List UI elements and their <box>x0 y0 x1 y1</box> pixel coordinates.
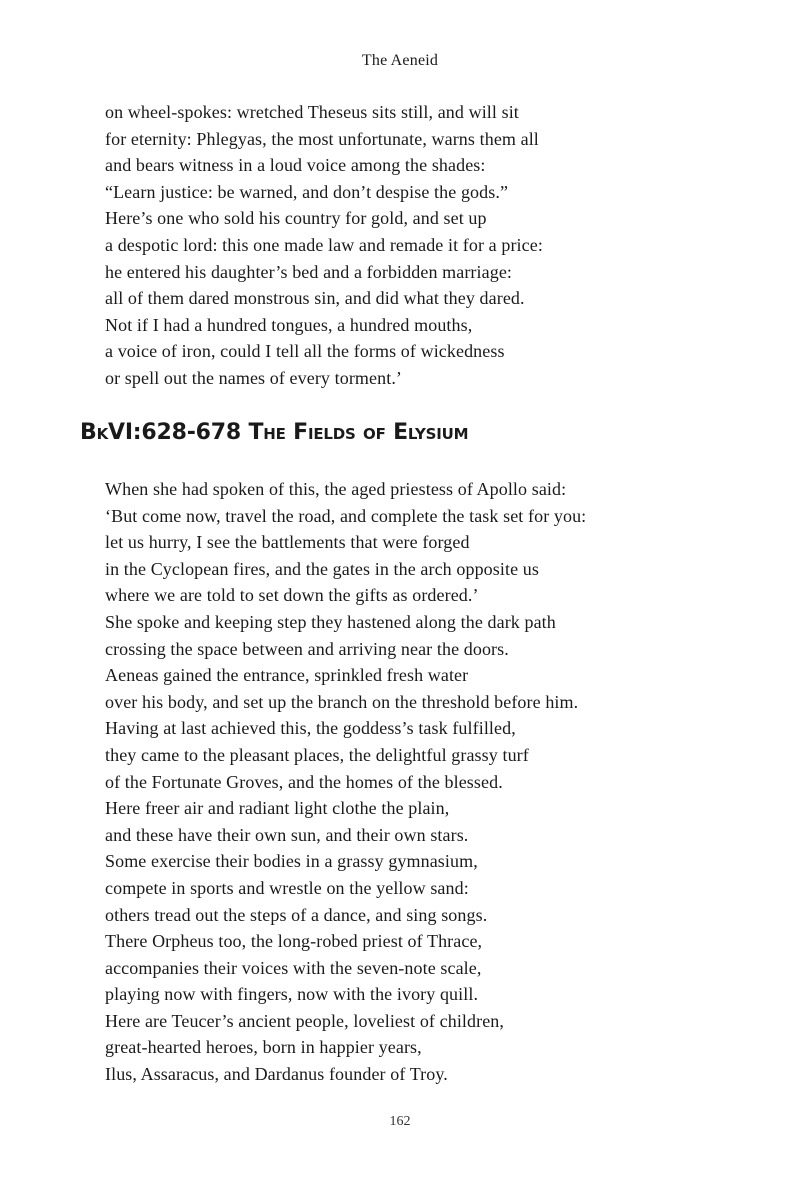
verse-line: playing now with fingers, now with the ivory quill. <box>105 984 479 1005</box>
verse-line: over his body, and set up the branch on the threshold before him. <box>105 691 579 712</box>
verse-line: in the Cyclopean fires, and the gates in the arch opposite us <box>105 558 539 579</box>
verse-line: of the Fortunate Groves, and the homes of the blessed. <box>105 771 503 792</box>
verse-line: Ilus, Assaracus, and Dardanus founder of Troy. <box>105 1064 448 1085</box>
page-number: 162 <box>389 1114 411 1129</box>
verse-line: compete in sports and wrestle on the yellow sand: <box>105 877 469 898</box>
verse-line: and bears witness in a loud voice among the shades: <box>105 155 486 176</box>
verse-line: all of them dared monstrous sin, and did what they dared. <box>105 288 525 309</box>
verse-line: Aeneas gained the entrance, sprinkled fresh water <box>105 665 469 686</box>
verse-line: on wheel-spokes: wretched Theseus sits still, and will sit <box>105 102 519 122</box>
verse-line: they came to the pleasant places, the delightful grassy turf <box>105 744 529 765</box>
verse-line: Here freer air and radiant light clothe the plain, <box>105 798 450 819</box>
verse-line: let us hurry, I see the battlements that were forged <box>105 532 470 553</box>
verse-line: and these have their own sun, and their own stars. <box>105 824 469 845</box>
verse-line: Having at last achieved this, the goddess’s task fulfilled, <box>105 718 516 739</box>
verse-line: accompanies their voices with the seven-note scale, <box>105 957 482 978</box>
section-title: The Fields of Elysium <box>248 420 469 445</box>
verse-line: Not if I had a hundred tongues, a hundred mouths, <box>105 314 473 335</box>
verse-line: great-hearted heroes, born in happier years, <box>105 1037 422 1058</box>
verse-line: crossing the space between and arriving near the doors. <box>105 638 509 659</box>
section-heading <box>80 420 468 445</box>
verse-line: Some exercise their bodies in a grassy gymnasium, <box>105 851 478 872</box>
verse-line: Here’s one who sold his country for gold, and set up <box>105 208 487 229</box>
verse-line: for eternity: Phlegyas, the most unfortunate, warns them all <box>105 128 539 149</box>
verse-line: When she had spoken of this, the aged priestess of Apollo said: <box>105 479 567 499</box>
verse-line: a voice of iron, could I tell all the forms of wickedness <box>105 341 505 362</box>
verse-line: others tread out the steps of a dance, and sing songs. <box>105 904 488 925</box>
verse-line: There Orpheus too, the long-robed priest of Thrace, <box>105 931 483 952</box>
verse-line: ‘But come now, travel the road, and complete the task set for you: <box>105 505 587 526</box>
verse-passage-before <box>105 99 725 392</box>
verse-line: a despotic lord: this one made law and remade it for a price: <box>105 234 543 255</box>
verse-line: Here are Teucer’s ancient people, loveliest of children, <box>105 1010 504 1031</box>
verse-line: he entered his daughter’s bed and a forbidden marriage: <box>105 261 513 282</box>
running-head: The Aeneid <box>361 52 439 69</box>
verse-line: “Learn justice: be warned, and don’t despise the gods.” <box>105 181 509 202</box>
section-reference: BkVI:628-678 <box>80 420 241 445</box>
verse-line: where we are told to set down the gifts as ordered.’ <box>105 585 479 606</box>
verse-line: She spoke and keeping step they hastened along the dark path <box>105 611 556 632</box>
verse-line: or spell out the names of every torment.’ <box>105 367 403 388</box>
verse-section-body <box>105 476 725 1088</box>
